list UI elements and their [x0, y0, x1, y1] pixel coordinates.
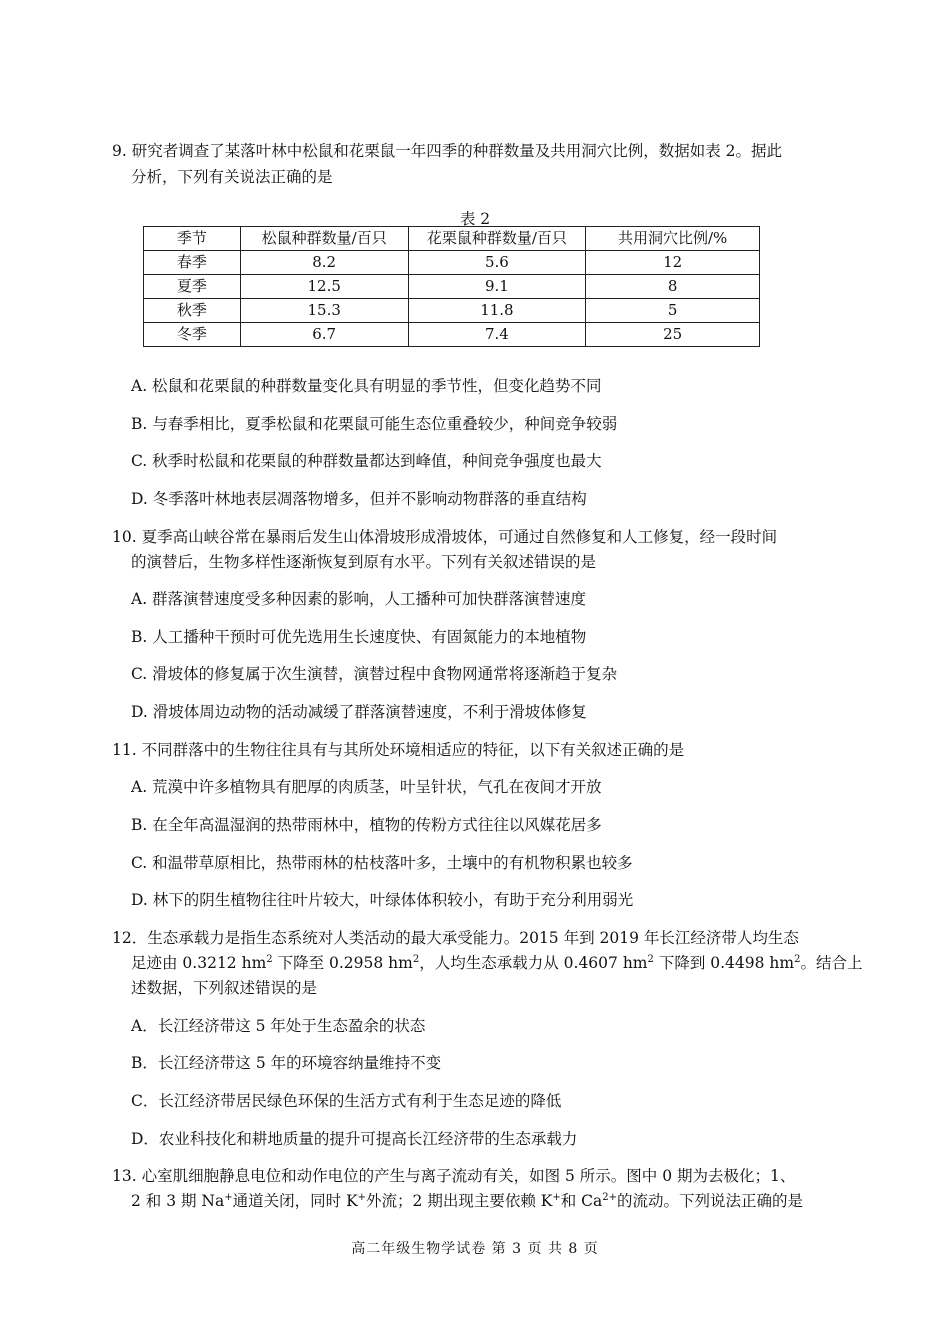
- q9-option-a: A. 松鼠和花栗鼠的种群数量变化具有明显的季节性，但变化趋势不同: [131, 377, 602, 395]
- data-table: [143, 226, 760, 347]
- table-cell: 5.6: [408, 251, 586, 275]
- table-header-cell: 花栗鼠种群数量/百只: [408, 227, 586, 251]
- table-cell: 11.8: [408, 299, 586, 323]
- q12-stem-line2: 足迹由 0.3212 $hm^2$ 下降至 0.2958 $hm^2$，人均生态承载力从 0.4607 $hm^2$ 下降到 0.4498 $hm^2$。结合上: [131, 954, 863, 972]
- table-row: [144, 251, 760, 275]
- q11-option-d: D. 林下的阴生植物往往叶片较大，叶绿体体积较小，有助于充分利用弱光: [131, 891, 634, 909]
- table-cell: 夏季: [144, 275, 241, 299]
- table-header-cell: 共用洞穴比例/%: [586, 227, 760, 251]
- q10-option-d: D. 滑坡体周边动物的活动减缓了群落演替速度，不利于滑坡体修复: [131, 703, 587, 721]
- q9-stem-line1: 9. 研究者调查了某落叶林中松鼠和花栗鼠一年四季的种群数量及共用洞穴比例，数据如表 2。据此: [112, 142, 783, 160]
- q13-stem-line2: 2 和 3 期 Na+通道关闭，同时 K+外流；2 期出现主要依赖 K+和 $Ca^{2+}$的流动。下列说法正确的是: [131, 1192, 804, 1210]
- q10-option-a: A. 群落演替速度受多种因素的影响，人工播种可加快群落演替速度: [131, 590, 587, 608]
- q11-option-a: A. 荒漠中许多植物具有肥厚的肉质茎，叶呈针状，气孔在夜间才开放: [131, 778, 602, 796]
- table-header-row: [144, 227, 760, 251]
- table-cell: 冬季: [144, 323, 241, 347]
- table-header-cell: 季节: [144, 227, 241, 251]
- q10-stem-line1: 10. 夏季高山峡谷常在暴雨后发生山体滑坡形成滑坡体，可通过自然修复和人工修复，经一段时间: [112, 528, 778, 546]
- q10-stem-line2: 的演替后，生物多样性逐渐恢复到原有水平。下列有关叙述错误的是: [131, 553, 597, 571]
- table-cell: 6.7: [240, 323, 408, 347]
- table-row: [144, 323, 760, 347]
- q13-stem-line1: 13. 心室肌细胞静息电位和动作电位的产生与离子流动有关，如图 5 所示。图中 0 期为去极化；1、: [112, 1167, 796, 1185]
- page-footer: 高二年级生物学试卷 第 3 页 共 8 页: [351, 1241, 599, 1257]
- q11-option-c: C. 和温带草原相比，热带雨林的枯枝落叶多，土壤中的有机物积累也较多: [131, 854, 633, 872]
- q9-option-b: B. 与春季相比，夏季松鼠和花栗鼠可能生态位重叠较少，种间竞争较弱: [131, 415, 618, 433]
- table-cell: 9.1: [408, 275, 586, 299]
- q12-option-a: A．长江经济带这 5 年处于生态盈余的状态: [131, 1017, 426, 1035]
- q10-option-b: B. 人工播种干预时可优先选用生长速度快、有固氮能力的本地植物: [131, 628, 587, 646]
- q11-stem: 11. 不同群落中的生物往往具有与其所处环境相适应的特征，以下有关叙述正确的是: [112, 741, 685, 759]
- q11-option-b: B. 在全年高温湿润的热带雨林中，植物的传粉方式往往以风媒花居多: [131, 816, 602, 834]
- table-cell: 7.4: [408, 323, 586, 347]
- table-cell: 春季: [144, 251, 241, 275]
- table-cell: 12.5: [240, 275, 408, 299]
- table-cell: 8.2: [240, 251, 408, 275]
- table-row: [144, 275, 760, 299]
- table-cell: 秋季: [144, 299, 241, 323]
- q9-option-d: D. 冬季落叶林地表层凋落物增多，但并不影响动物群落的垂直结构: [131, 490, 587, 508]
- q12-option-c: C．长江经济带居民绿色环保的生活方式有利于生态足迹的降低: [131, 1092, 562, 1110]
- table-cell: 25: [586, 323, 760, 347]
- table-header-cell: 松鼠种群数量/百只: [240, 227, 408, 251]
- q12-option-b: B．长江经济带这 5 年的环境容纳量维持不变: [131, 1054, 442, 1072]
- q12-option-d: D．农业科技化和耕地质量的提升可提高长江经济带的生态承载力: [131, 1130, 578, 1148]
- table-cell: 15.3: [240, 299, 408, 323]
- q10-option-c: C. 滑坡体的修复属于次生演替，演替过程中食物网通常将逐渐趋于复杂: [131, 665, 618, 683]
- q12-stem-line3: 述数据，下列叙述错误的是: [131, 979, 318, 997]
- table-cell: 12: [586, 251, 760, 275]
- table-cell: 8: [586, 275, 760, 299]
- table-cell: 5: [586, 299, 760, 323]
- q12-stem-line1: 12．生态承载力是指生态系统对人类活动的最大承受能力。2015 年到 2019 年长江经济带人均生态: [112, 929, 799, 947]
- table-caption: 表 2: [459, 210, 491, 228]
- q9-stem-line2: 分析，下列有关说法正确的是: [131, 168, 333, 186]
- q9-option-c: C. 秋季时松鼠和花栗鼠的种群数量都达到峰值，种间竞争强度也最大: [131, 452, 602, 470]
- table-row: [144, 299, 760, 323]
